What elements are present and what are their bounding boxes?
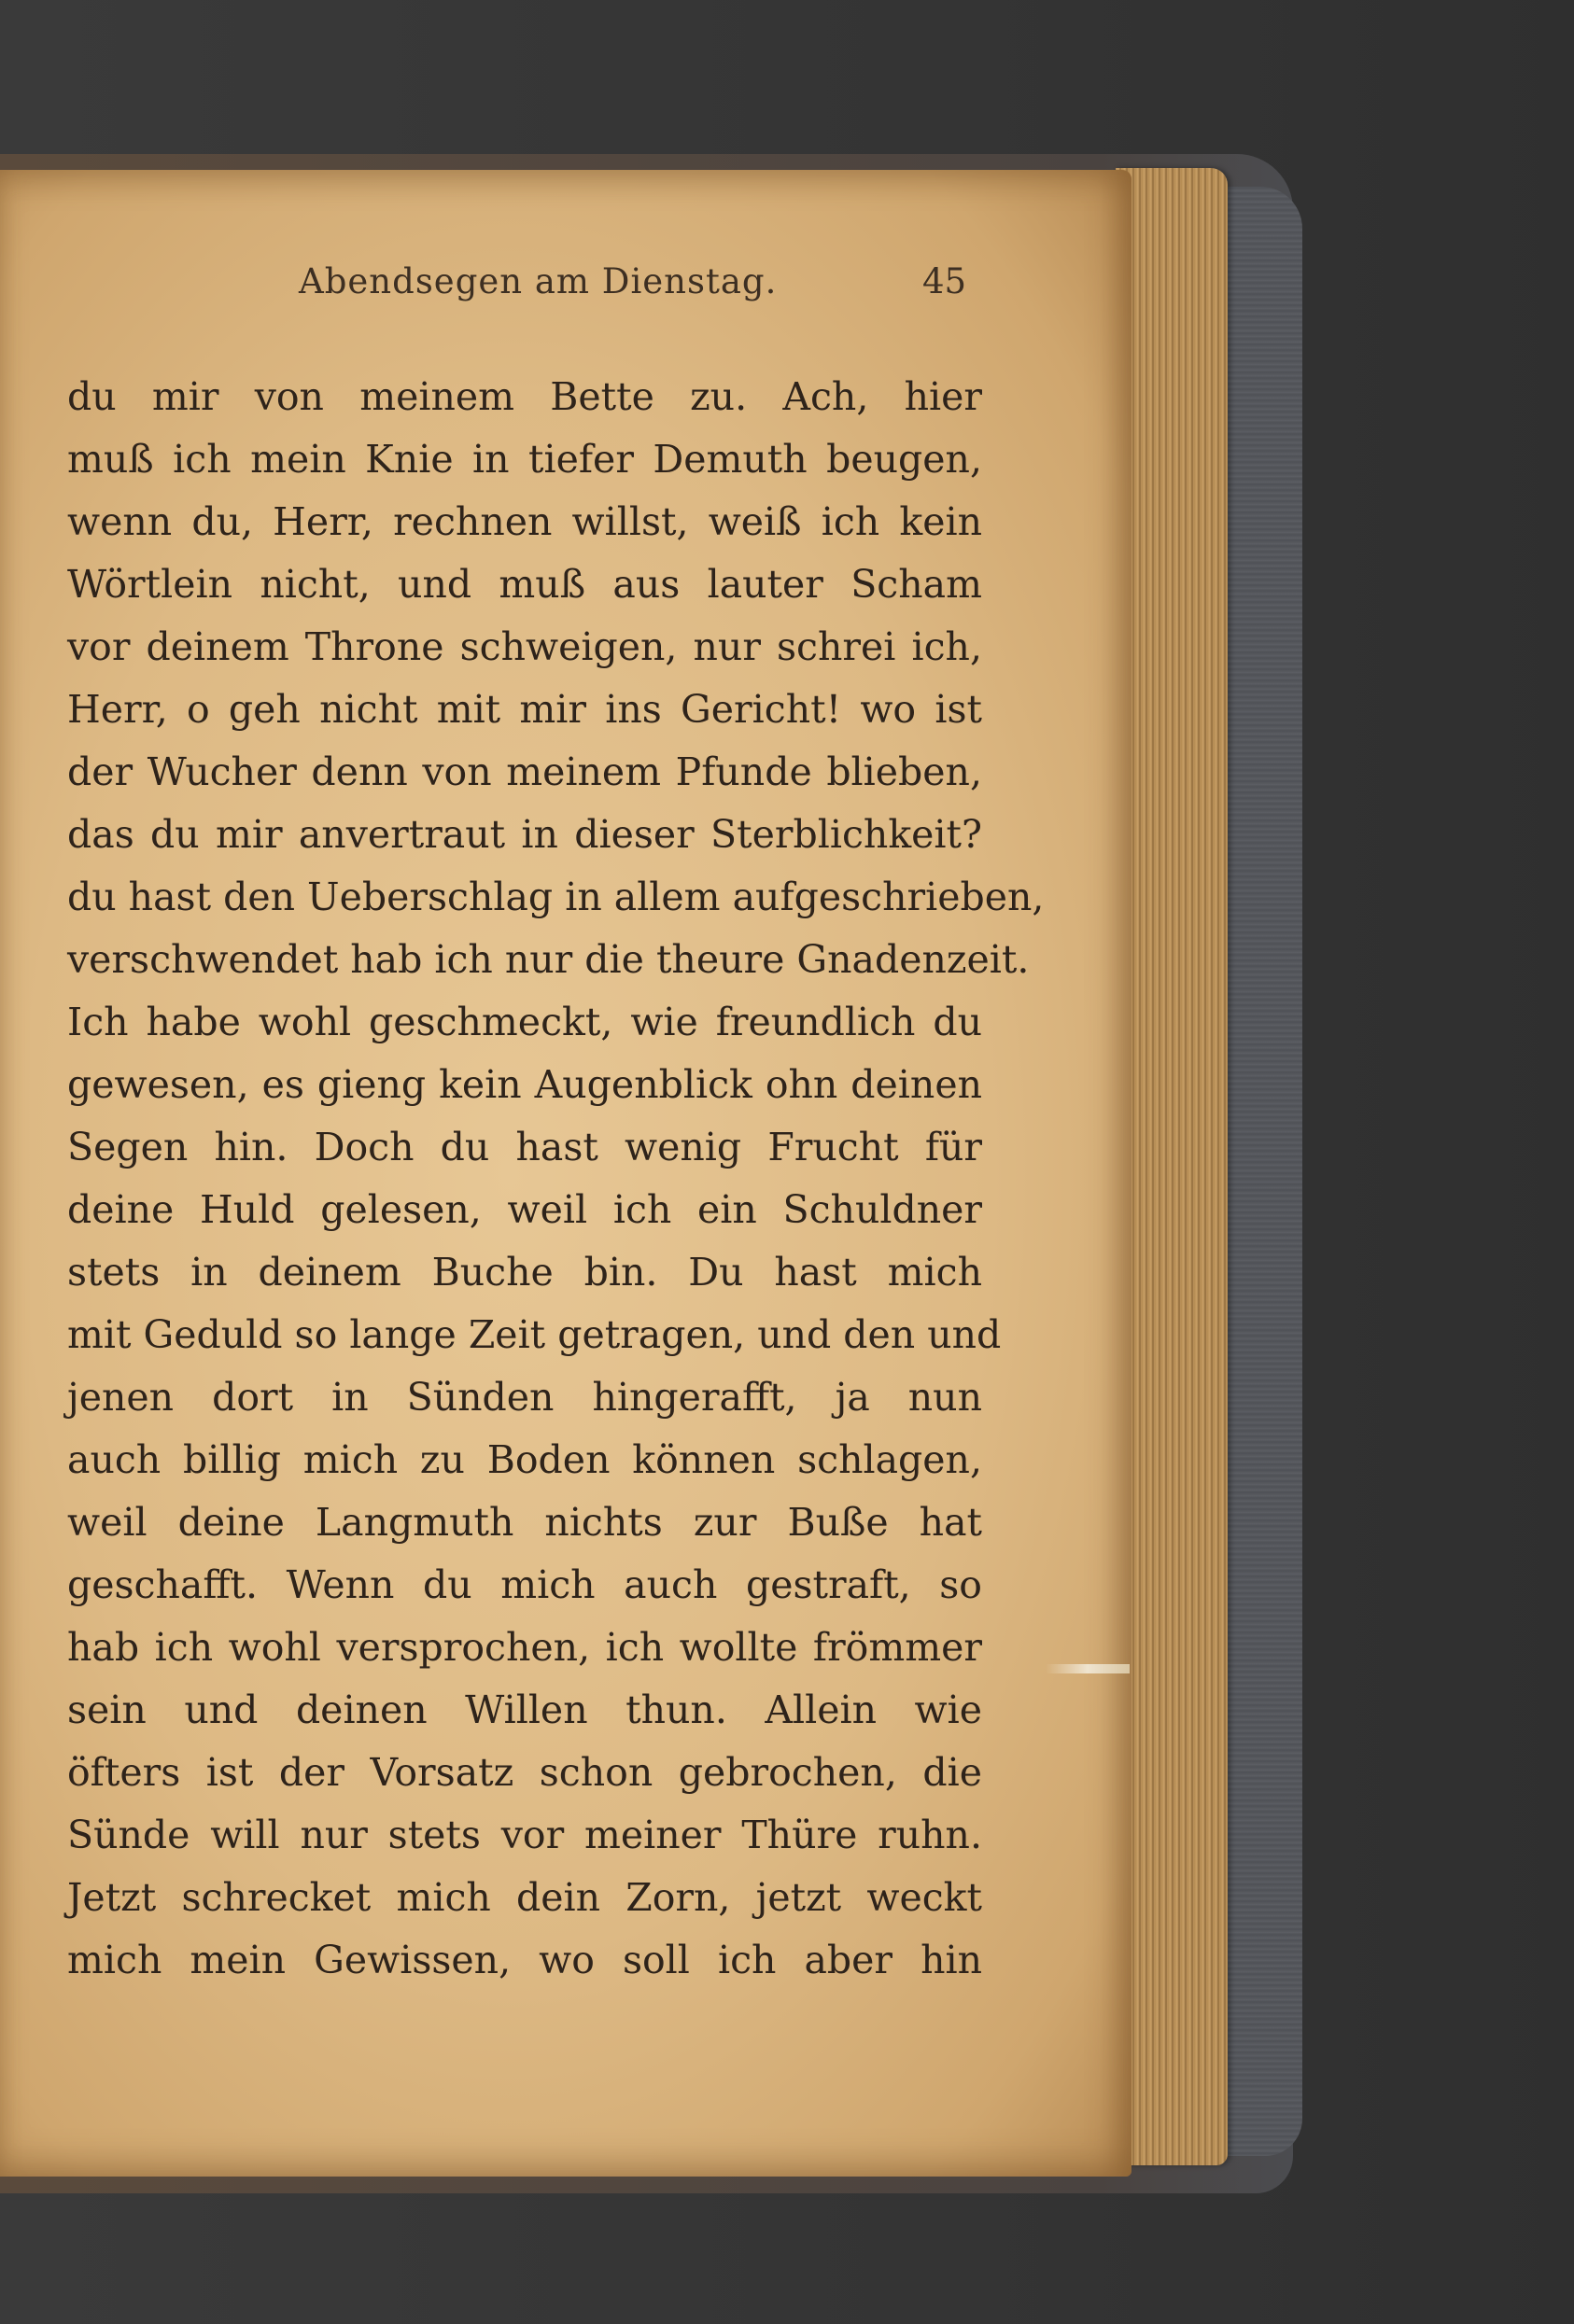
text-line: stets in deinem Buche bin. Du hast mich [67, 1250, 982, 1295]
text-line: sein und deinen Willen thun. Allein wie [67, 1687, 982, 1732]
text-line: geschafft. Wenn du mich auch gestraft, so [67, 1562, 982, 1607]
text-line: öfters ist der Vorsatz schon gebrochen, die [67, 1750, 982, 1795]
text-line: Herr, o geh nicht mit mir ins Gericht! wo ist [67, 687, 982, 732]
text-line: Ich habe wohl geschmeckt, wie freundlich du [67, 1000, 982, 1044]
text-line: hab ich wohl versprochen, ich wollte frömmer [67, 1625, 982, 1670]
text-line: wenn du, Herr, rechnen willst, weiß ich kein [67, 499, 982, 544]
text-line: vor deinem Throne schweigen, nur schrei ich, [67, 624, 982, 669]
body-text [67, 366, 1045, 1992]
text-line: Wörtlein nicht, und muß aus lauter Scham [67, 562, 982, 607]
text-line: Segen hin. Doch du hast wenig Frucht für [67, 1125, 982, 1169]
text-line: jenen dort in Sünden hingerafft, ja nun [67, 1375, 982, 1420]
text-line: du hast den Ueberschlag in allem aufgeschrieben, [67, 875, 1045, 919]
text-line: du mir von meinem Bette zu. Ach, hier [67, 374, 982, 419]
page-number: 45 [922, 261, 967, 301]
page-edges [1116, 168, 1228, 2165]
text-line: muß ich mein Knie in tiefer Demuth beugen, [67, 437, 982, 482]
text-line: gewesen, es gieng kein Augenblick ohn deinen [67, 1062, 982, 1107]
text-line: deine Huld gelesen, weil ich ein Schuldner [67, 1187, 982, 1232]
running-head [299, 261, 1008, 317]
text-line: mit Geduld so lange Zeit getragen, und den und [67, 1312, 1002, 1357]
text-line: der Wucher denn von meinem Pfunde blieben, [67, 749, 982, 794]
running-head-title: Abendsegen am Dienstag. [299, 261, 778, 301]
page-tear [1046, 1664, 1130, 1673]
text-line: Sünde will nur stets vor meiner Thüre ruhn. [67, 1813, 982, 1857]
text-line: verschwendet hab ich nur die theure Gnadenzeit. [67, 937, 1030, 982]
text-line: mich mein Gewissen, wo soll ich aber hin [67, 1938, 982, 1982]
text-line: das du mir anvertraut in dieser Sterblichkeit? [67, 812, 982, 857]
text-line: auch billig mich zu Boden können schlagen, [67, 1437, 982, 1482]
text-line: weil deine Langmuth nichts zur Buße hat [67, 1500, 982, 1545]
text-line: Jetzt schrecket mich dein Zorn, jetzt weckt [67, 1875, 982, 1920]
